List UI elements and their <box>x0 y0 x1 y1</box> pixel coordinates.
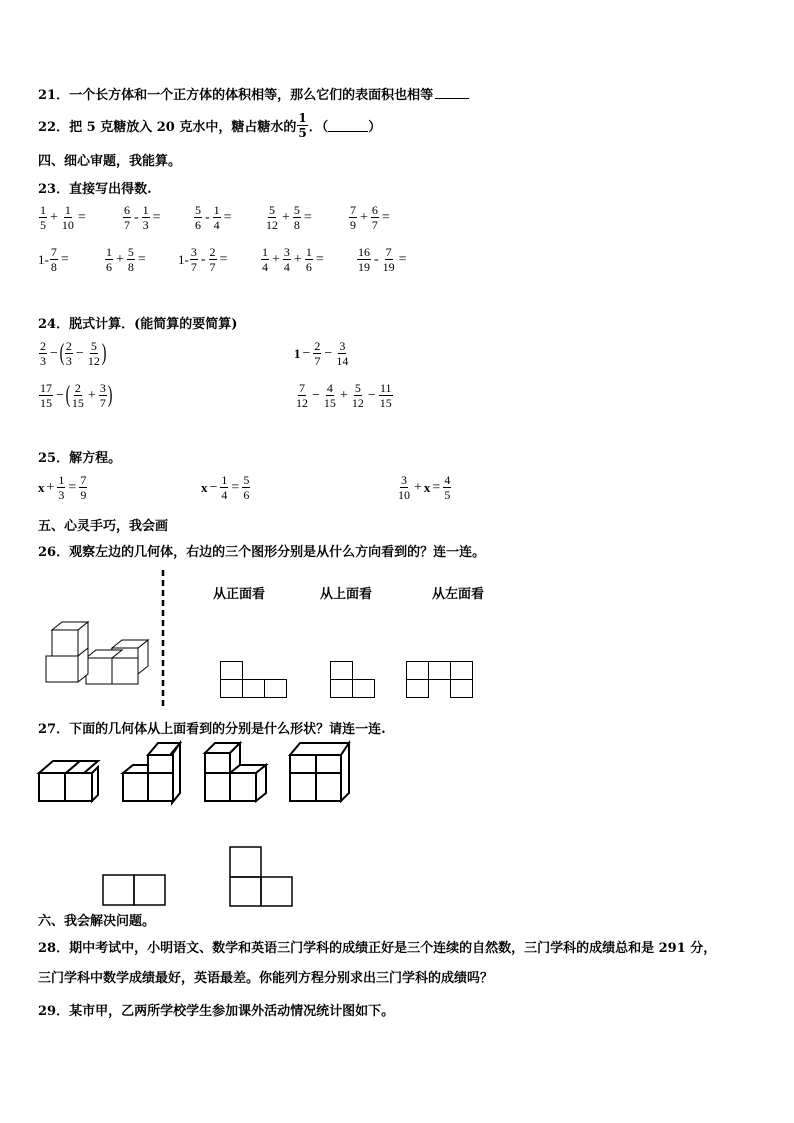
q26-solid-figure <box>40 620 150 690</box>
equation: $\frac{3}{10}$ + x = $\frac{4}{5}$ <box>398 473 451 502</box>
view-label-front: 从正面看 <box>213 587 266 602</box>
question-21 <box>38 84 469 103</box>
question-25-title: 25．解方程。 <box>38 451 122 466</box>
section-5-heading: 五、心灵手巧，我会画 <box>38 519 169 534</box>
calc-item <box>38 204 88 231</box>
numerator: 7 <box>385 245 392 259</box>
numerator: 7 <box>350 203 356 217</box>
numerator: 6 <box>124 203 130 217</box>
operator: - <box>205 209 210 225</box>
numerator: 17 <box>40 381 52 395</box>
equals: = <box>223 209 232 225</box>
q27-top-view-a[interactable] <box>102 873 168 909</box>
denominator: 10 <box>61 218 74 232</box>
calc-item <box>264 204 314 231</box>
numerator: 5 <box>293 203 300 217</box>
numerator: 5 <box>195 203 201 217</box>
numerator: 5 <box>243 473 250 487</box>
question-29: 29．某市甲，乙两所学校学生参加课外活动情况统计图如下。 <box>38 1004 395 1019</box>
view-shape-1[interactable] <box>220 661 290 701</box>
numerator: 7 <box>80 473 87 487</box>
section-4-heading: 四、细心审题，我能算。 <box>38 154 182 169</box>
denominator: 9 <box>350 218 356 232</box>
q22-post: ．（ <box>308 120 329 135</box>
denominator: 8 <box>50 260 57 274</box>
denominator: 7 <box>124 218 130 232</box>
calc-item <box>104 246 148 273</box>
denominator: 15 <box>379 396 392 410</box>
q27-solid-3[interactable] <box>204 741 268 805</box>
calc-item <box>122 204 163 231</box>
denominator: 15 <box>71 396 84 410</box>
calc-expression: $\frac{7}{12}$ − $\frac{4}{15}$ + $\frac{5}{12}$ − $\frac{11}{15}$ <box>296 381 392 410</box>
denominator: 8 <box>127 260 134 274</box>
denominator: 15 <box>40 396 52 410</box>
numerator: 16 <box>358 245 370 259</box>
calc-item <box>356 246 409 273</box>
equals: = <box>303 209 312 225</box>
operator: - <box>134 209 139 225</box>
operator: - <box>200 251 206 267</box>
numerator: 3 <box>99 381 106 395</box>
dashed-divider <box>160 570 166 710</box>
calc-expression: $\frac{2}{3}$ − ( $\frac{2}{3}$ − $\frac{5}{12}$ ) <box>40 339 107 368</box>
denominator: 12 <box>296 396 308 410</box>
q27-top-view-b[interactable] <box>229 846 295 908</box>
question-27-title: 27．下面的几何体从上面看到的分别是什么形状？请连一连. <box>38 722 386 737</box>
numerator: 1 <box>40 203 46 217</box>
denominator: 4 <box>262 260 268 274</box>
numerator: 3 <box>190 245 197 259</box>
numerator: 5 <box>127 245 134 259</box>
fraction <box>297 112 307 139</box>
denominator: 19 <box>358 260 370 274</box>
calc-item <box>178 246 229 273</box>
equals: = <box>60 251 69 267</box>
numerator: 6 <box>371 203 378 217</box>
denominator: 7 <box>99 396 106 410</box>
denominator: 6 <box>243 488 250 502</box>
equals: = <box>137 251 146 267</box>
numerator: 2 <box>40 339 46 353</box>
numerator: 1 <box>305 245 312 259</box>
operator: + <box>293 251 302 267</box>
denominator: 12 <box>266 218 278 232</box>
equation: x − $\frac{1}{4}$ = $\frac{5}{6}$ <box>201 473 250 502</box>
view-label-left: 从左面看 <box>432 587 485 602</box>
denominator: 3 <box>65 354 72 368</box>
variable: x <box>423 479 431 495</box>
numerator: 3 <box>339 339 346 353</box>
calc-expression: $\frac{17}{15}$ − ( $\frac{2}{15}$ + $\frac{3}{7}$ ) <box>40 381 113 410</box>
denominator: 5 <box>298 126 307 140</box>
denominator: 12 <box>351 396 364 410</box>
calc-item <box>193 204 234 231</box>
numerator: 1 <box>298 111 307 125</box>
question-28-line2: 三门学科中数学成绩最好，英语最差。你能列方程分别求出三门学科的成绩吗？ <box>38 971 494 986</box>
numerator: 4 <box>326 381 333 395</box>
numerator: 5 <box>269 203 275 217</box>
whole-number: 1- <box>38 251 49 267</box>
operator: - <box>374 251 379 267</box>
numerator: 7 <box>50 245 57 259</box>
view-shape-2[interactable] <box>330 661 380 701</box>
operator: + <box>282 209 290 225</box>
denominator: 9 <box>80 488 87 502</box>
q22-close: ） <box>368 120 382 135</box>
denominator: 8 <box>293 218 300 232</box>
numerator: 3 <box>401 473 407 487</box>
denominator: 7 <box>209 260 216 274</box>
numerator: 4 <box>444 473 451 487</box>
denominator: 12 <box>87 354 100 368</box>
numerator: 1 <box>221 473 228 487</box>
q21-text: 21．一个长方体和一个正方体的体积相等，那么它们的表面积也相等 <box>38 88 434 103</box>
question-23-title: 23．直接写出得数. <box>38 182 152 197</box>
q27-solid-1[interactable] <box>38 758 102 804</box>
numerator: 7 <box>299 381 305 395</box>
denominator: 7 <box>314 354 321 368</box>
section-6-heading: 六、我会解决问题。 <box>38 914 156 929</box>
numerator: 1 <box>64 203 71 217</box>
denominator: 6 <box>305 260 312 274</box>
numerator: 2 <box>314 339 321 353</box>
question-24-title: 24．脱式计算．(能简算的要简算) <box>38 317 238 332</box>
numerator: 2 <box>74 381 81 395</box>
numerator: 1 <box>142 203 149 217</box>
denominator: 4 <box>221 488 228 502</box>
numerator: 3 <box>283 245 290 259</box>
equals: = <box>77 209 86 225</box>
numerator: 1 <box>106 245 112 259</box>
denominator: 3 <box>58 488 65 502</box>
calc-item <box>38 246 71 273</box>
denominator: 5 <box>444 488 451 502</box>
numerator: 1 <box>213 203 220 217</box>
answer-blank[interactable] <box>328 119 368 132</box>
operator: + <box>50 209 58 225</box>
equals: = <box>381 209 390 225</box>
denominator: 14 <box>336 354 349 368</box>
denominator: 5 <box>40 218 46 232</box>
whole-number: 1- <box>178 251 189 267</box>
denominator: 19 <box>382 260 395 274</box>
numerator: 1 <box>262 245 268 259</box>
calc-item <box>348 204 392 231</box>
variable: x <box>38 479 45 495</box>
question-28-line1: 28．期中考试中，小明语文、数学和英语三门学科的成绩正好是三个连续的自然数，三门学科的成绩总和是 291 分， <box>38 941 717 956</box>
answer-blank[interactable] <box>435 86 469 99</box>
numerator: 2 <box>209 245 216 259</box>
operator: + <box>116 251 124 267</box>
equation: x + $\frac{1}{3}$ = $\frac{7}{9}$ <box>38 473 87 502</box>
q27-solid-2[interactable] <box>122 741 186 805</box>
equals: = <box>219 251 228 267</box>
question-26-title: 26．观察左边的几何体，右边的三个图形分别是从什么方向看到的？连一连。 <box>38 545 486 560</box>
q22-text: 22．把 5 克糖放入 20 克水中，糖占糖水的 <box>38 120 297 135</box>
numerator: 2 <box>65 339 72 353</box>
numerator: 5 <box>90 339 97 353</box>
calc-item <box>260 246 326 273</box>
denominator: 6 <box>106 260 112 274</box>
denominator: 15 <box>323 396 336 410</box>
denominator: 4 <box>213 218 220 232</box>
denominator: 10 <box>398 488 410 502</box>
denominator: 4 <box>283 260 290 274</box>
equals: = <box>398 251 407 267</box>
numerator: 1 <box>58 473 65 487</box>
equals: = <box>315 251 324 267</box>
view-shape-3[interactable] <box>406 661 476 701</box>
question-22 <box>38 112 381 139</box>
view-label-top: 从上面看 <box>320 587 373 602</box>
equals: = <box>152 209 161 225</box>
denominator: 7 <box>371 218 378 232</box>
operator: + <box>360 209 368 225</box>
calc-expression: 1 − $\frac{2}{7}$ − $\frac{3}{14}$ <box>294 339 349 368</box>
denominator: 3 <box>40 354 46 368</box>
q27-solid-4[interactable] <box>289 741 353 805</box>
whole-number: 1 <box>294 345 301 361</box>
denominator: 6 <box>195 218 201 232</box>
numerator: 5 <box>354 381 361 395</box>
denominator: 7 <box>190 260 197 274</box>
variable: x <box>201 479 208 495</box>
denominator: 3 <box>142 218 149 232</box>
operator: + <box>272 251 280 267</box>
numerator: 11 <box>379 381 392 395</box>
